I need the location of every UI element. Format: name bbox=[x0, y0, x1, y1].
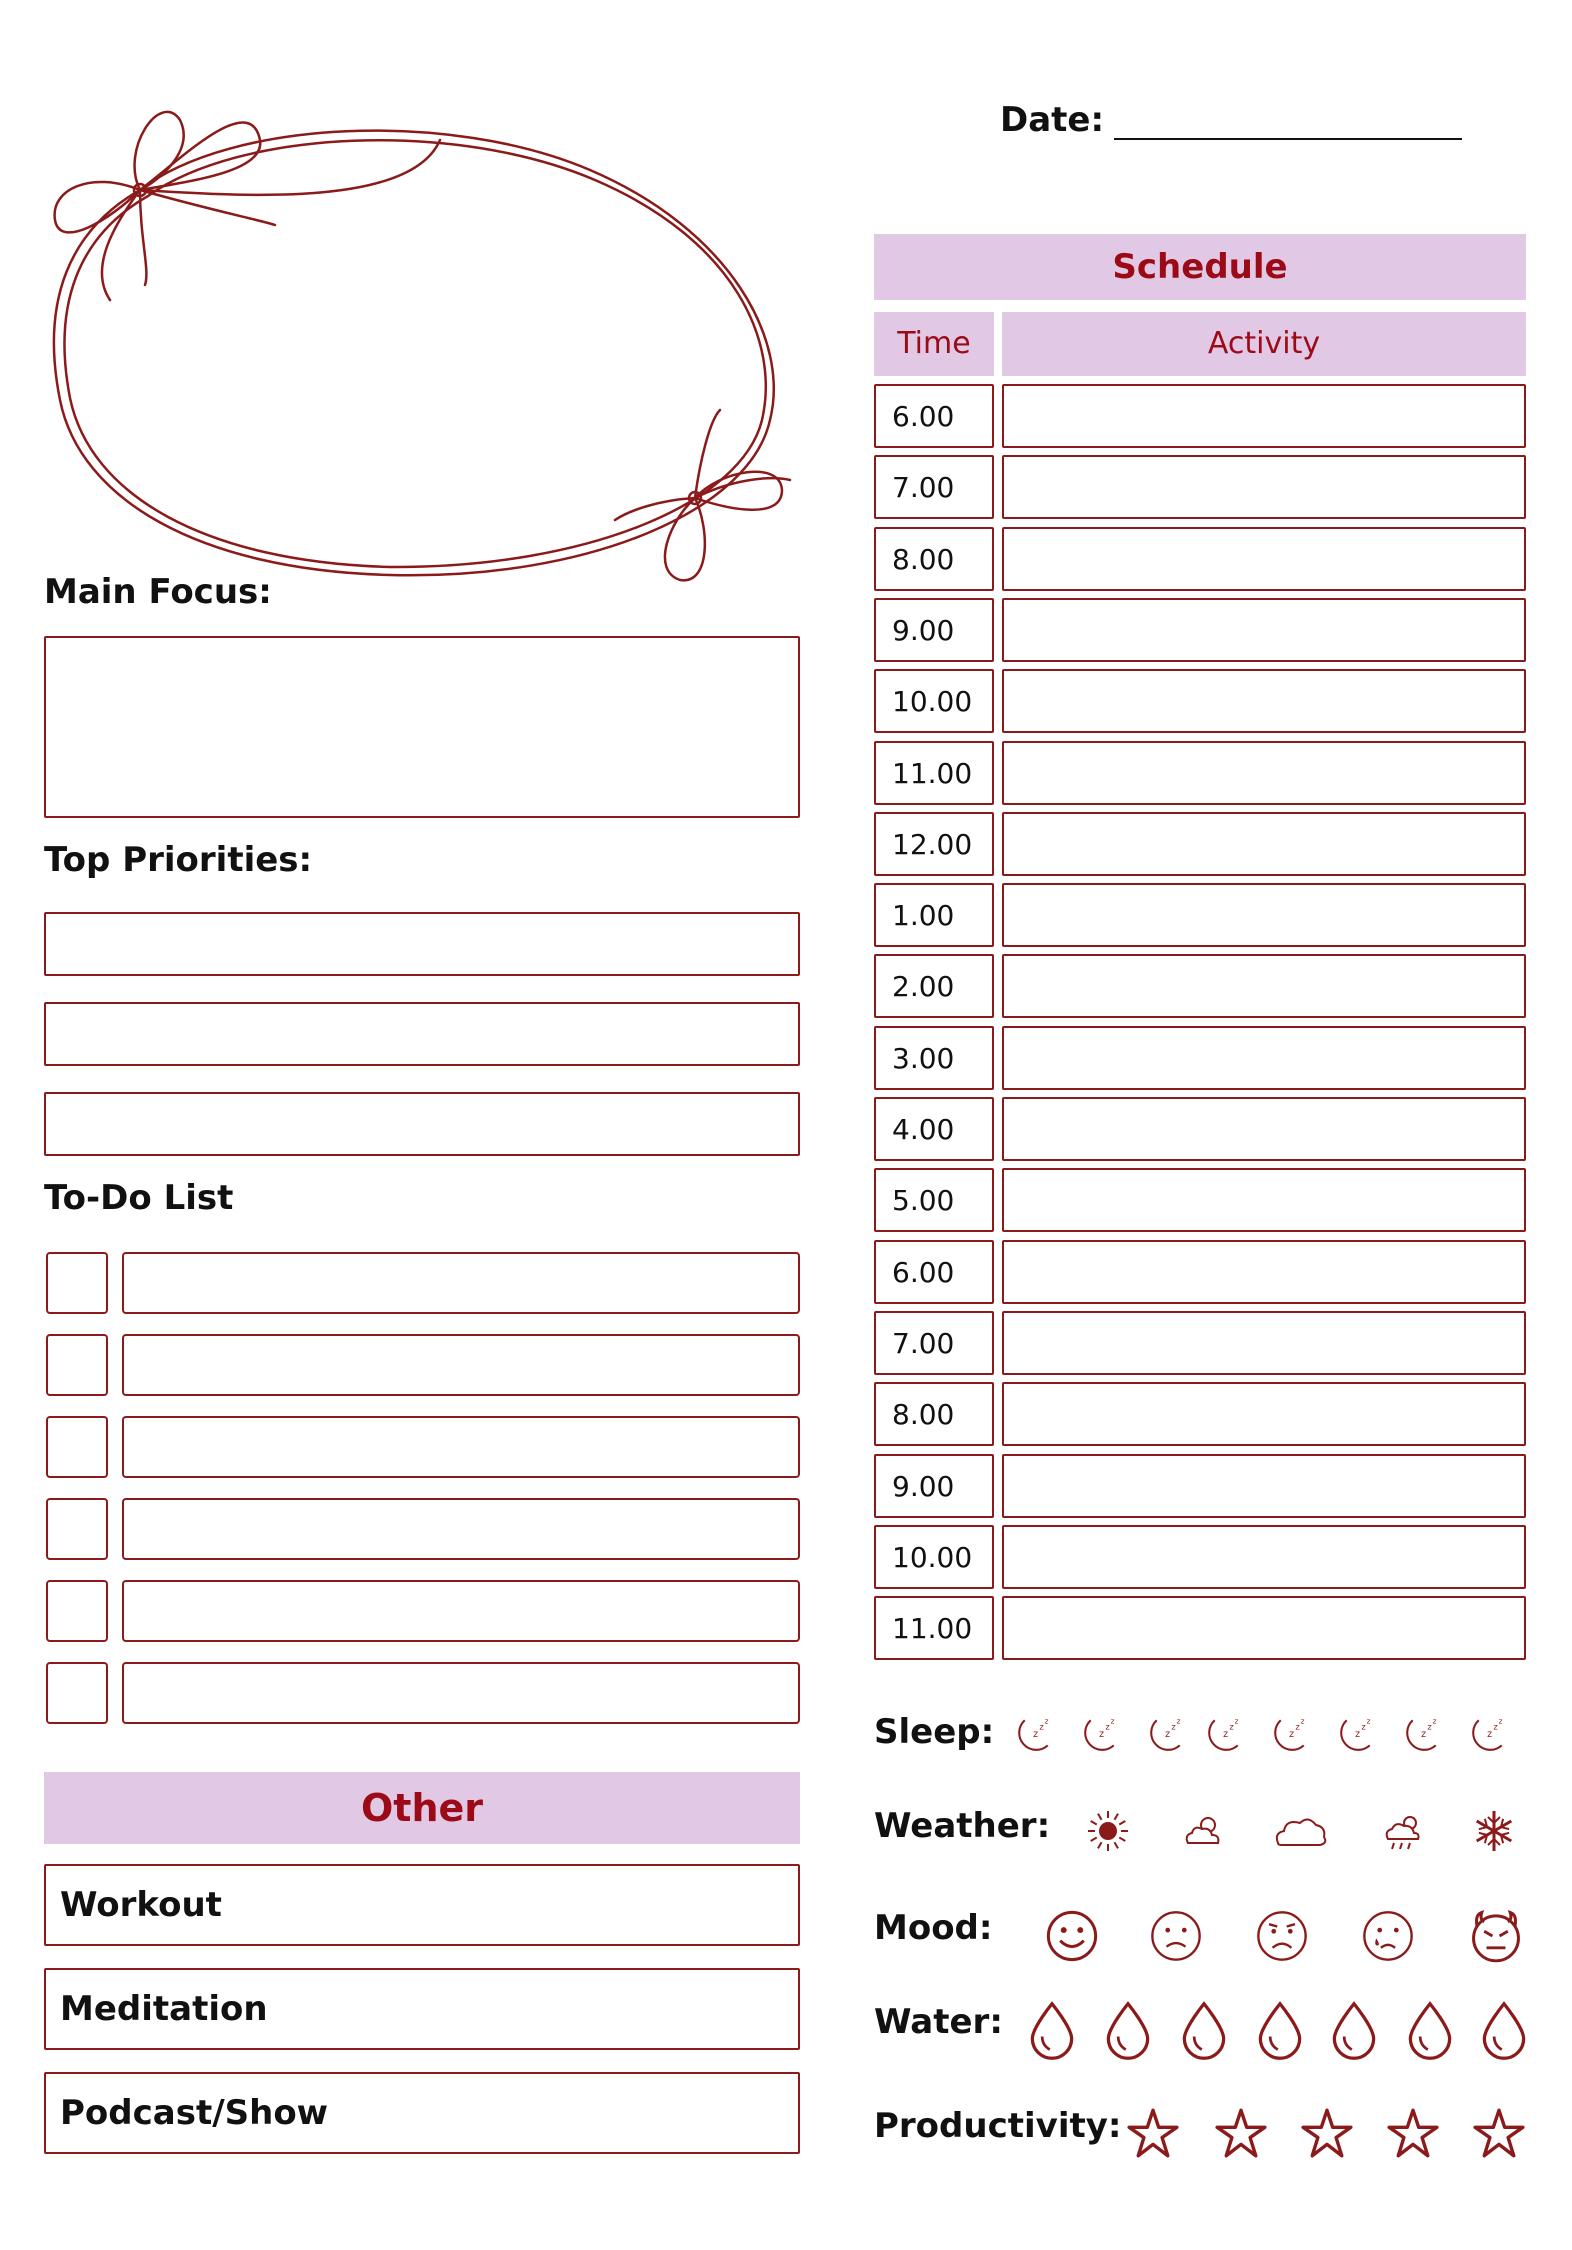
water-drop-icon[interactable] bbox=[1330, 2000, 1378, 2062]
moon-zzz-icon[interactable] bbox=[1330, 1714, 1376, 1760]
water-drop-icon[interactable] bbox=[1256, 2000, 1304, 2062]
top-priorities-label: Top Priorities: bbox=[44, 840, 313, 880]
other-item-meditation[interactable]: Meditation bbox=[44, 1968, 800, 2050]
crying-face-icon[interactable] bbox=[1362, 1910, 1414, 1962]
schedule-time-cell: 12.00 bbox=[874, 812, 994, 876]
star-icon[interactable] bbox=[1474, 2108, 1524, 2158]
frown-face-icon[interactable] bbox=[1256, 1910, 1308, 1962]
svg-text:z: z bbox=[1289, 1729, 1295, 1740]
schedule-activity-field[interactable] bbox=[1002, 384, 1526, 448]
todo-checkbox[interactable] bbox=[46, 1662, 108, 1724]
moon-zzz-icon[interactable] bbox=[1008, 1714, 1054, 1760]
schedule-activity-field[interactable] bbox=[1002, 1525, 1526, 1589]
star-icon[interactable] bbox=[1128, 2108, 1178, 2158]
priority-field-3[interactable] bbox=[44, 1092, 800, 1156]
svg-text:z: z bbox=[1105, 1721, 1110, 1732]
schedule-time-cell: 7.00 bbox=[874, 455, 994, 519]
cloud-icon[interactable] bbox=[1274, 1806, 1328, 1856]
svg-text:z: z bbox=[1110, 1716, 1115, 1726]
schedule-time-cell: 11.00 bbox=[874, 1596, 994, 1660]
svg-text:z: z bbox=[1044, 1716, 1049, 1726]
water-label: Water: bbox=[874, 2002, 1003, 2042]
svg-text:z: z bbox=[1099, 1729, 1105, 1740]
schedule-activity-field[interactable] bbox=[1002, 883, 1526, 947]
svg-text:z: z bbox=[1498, 1716, 1503, 1726]
todo-checkbox[interactable] bbox=[46, 1334, 108, 1396]
svg-text:z: z bbox=[1432, 1716, 1437, 1726]
rain-icon[interactable] bbox=[1380, 1806, 1434, 1856]
schedule-activity-field[interactable] bbox=[1002, 1454, 1526, 1518]
todo-checkbox[interactable] bbox=[46, 1580, 108, 1642]
schedule-time-cell: 3.00 bbox=[874, 1026, 994, 1090]
todo-field[interactable] bbox=[122, 1334, 800, 1396]
schedule-activity-field[interactable] bbox=[1002, 741, 1526, 805]
moon-zzz-icon[interactable] bbox=[1264, 1714, 1310, 1760]
schedule-time-cell: 2.00 bbox=[874, 954, 994, 1018]
water-drop-icon[interactable] bbox=[1406, 2000, 1454, 2062]
svg-text:z: z bbox=[1223, 1729, 1229, 1740]
other-item-podcast[interactable]: Podcast/Show bbox=[44, 2072, 800, 2154]
schedule-time-cell: 8.00 bbox=[874, 1382, 994, 1446]
schedule-activity-field[interactable] bbox=[1002, 812, 1526, 876]
todo-checkbox[interactable] bbox=[46, 1416, 108, 1478]
schedule-activity-field[interactable] bbox=[1002, 1168, 1526, 1232]
schedule-time-cell: 11.00 bbox=[874, 741, 994, 805]
schedule-time-cell: 8.00 bbox=[874, 527, 994, 591]
sad-face-icon[interactable] bbox=[1150, 1910, 1202, 1962]
main-focus-label: Main Focus: bbox=[44, 572, 272, 612]
productivity-label: Productivity: bbox=[874, 2106, 1122, 2146]
svg-text:z: z bbox=[1229, 1721, 1234, 1732]
todo-field[interactable] bbox=[122, 1662, 800, 1724]
schedule-activity-field[interactable] bbox=[1002, 1311, 1526, 1375]
date-line[interactable] bbox=[1114, 138, 1462, 140]
todo-field[interactable] bbox=[122, 1580, 800, 1642]
water-drop-icon[interactable] bbox=[1180, 2000, 1228, 2062]
date-label: Date: bbox=[1000, 100, 1105, 140]
svg-text:z: z bbox=[1361, 1721, 1366, 1732]
happy-face-icon[interactable] bbox=[1046, 1910, 1098, 1962]
svg-text:z: z bbox=[1366, 1716, 1371, 1726]
svg-text:z: z bbox=[1165, 1729, 1171, 1740]
schedule-activity-field[interactable] bbox=[1002, 669, 1526, 733]
water-drop-icon[interactable] bbox=[1480, 2000, 1528, 2062]
moon-zzz-icon[interactable] bbox=[1074, 1714, 1120, 1760]
schedule-time-cell: 9.00 bbox=[874, 1454, 994, 1518]
schedule-activity-field[interactable] bbox=[1002, 1382, 1526, 1446]
schedule-time-cell: 10.00 bbox=[874, 669, 994, 733]
weather-label: Weather: bbox=[874, 1806, 1051, 1846]
schedule-activity-field[interactable] bbox=[1002, 1596, 1526, 1660]
star-icon[interactable] bbox=[1388, 2108, 1438, 2158]
other-item-workout[interactable]: Workout bbox=[44, 1864, 800, 1946]
svg-text:z: z bbox=[1171, 1721, 1176, 1732]
schedule-activity-field[interactable] bbox=[1002, 527, 1526, 591]
mood-label: Mood: bbox=[874, 1908, 993, 1948]
svg-text:z: z bbox=[1421, 1729, 1427, 1740]
ribbon-frame-decoration bbox=[30, 80, 810, 600]
schedule-header: Schedule bbox=[874, 234, 1526, 300]
other-header: Other bbox=[44, 1772, 800, 1844]
svg-text:z: z bbox=[1234, 1716, 1239, 1726]
schedule-time-cell: 6.00 bbox=[874, 1240, 994, 1304]
todo-checkbox[interactable] bbox=[46, 1498, 108, 1560]
schedule-time-cell: 6.00 bbox=[874, 384, 994, 448]
svg-text:z: z bbox=[1300, 1716, 1305, 1726]
schedule-activity-field[interactable] bbox=[1002, 1240, 1526, 1304]
svg-text:z: z bbox=[1427, 1721, 1432, 1732]
moon-zzz-icon[interactable] bbox=[1140, 1714, 1186, 1760]
schedule-activity-field[interactable] bbox=[1002, 455, 1526, 519]
todo-field[interactable] bbox=[122, 1498, 800, 1560]
todo-field[interactable] bbox=[122, 1252, 800, 1314]
priority-field-1[interactable] bbox=[44, 912, 800, 976]
sleep-label: Sleep: bbox=[874, 1712, 995, 1752]
schedule-activity-field[interactable] bbox=[1002, 1026, 1526, 1090]
todo-checkbox[interactable] bbox=[46, 1252, 108, 1314]
svg-text:z: z bbox=[1355, 1729, 1361, 1740]
schedule-time-cell: 9.00 bbox=[874, 598, 994, 662]
todo-field[interactable] bbox=[122, 1416, 800, 1478]
snowflake-icon[interactable] bbox=[1472, 1806, 1526, 1856]
svg-text:z: z bbox=[1033, 1729, 1039, 1740]
schedule-activity-field[interactable] bbox=[1002, 1097, 1526, 1161]
svg-text:z: z bbox=[1295, 1721, 1300, 1732]
svg-text:z: z bbox=[1493, 1721, 1498, 1732]
star-icon[interactable] bbox=[1302, 2108, 1352, 2158]
star-icon[interactable] bbox=[1216, 2108, 1266, 2158]
schedule-time-cell: 10.00 bbox=[874, 1525, 994, 1589]
moon-zzz-icon[interactable] bbox=[1396, 1714, 1442, 1760]
moon-zzz-icon[interactable] bbox=[1462, 1714, 1508, 1760]
angry-devil-face-icon[interactable] bbox=[1470, 1910, 1522, 1962]
main-focus-box[interactable] bbox=[44, 636, 800, 818]
schedule-activity-field[interactable] bbox=[1002, 598, 1526, 662]
schedule-time-cell: 5.00 bbox=[874, 1168, 994, 1232]
water-drop-icon[interactable] bbox=[1104, 2000, 1152, 2062]
moon-zzz-icon[interactable] bbox=[1198, 1714, 1244, 1760]
svg-text:z: z bbox=[1487, 1729, 1493, 1740]
schedule-time-cell: 7.00 bbox=[874, 1311, 994, 1375]
schedule-activity-field[interactable] bbox=[1002, 954, 1526, 1018]
activity-column-header: Activity bbox=[1002, 312, 1526, 376]
partly-cloudy-icon[interactable] bbox=[1180, 1806, 1234, 1856]
schedule-time-cell: 4.00 bbox=[874, 1097, 994, 1161]
sun-icon[interactable] bbox=[1086, 1806, 1140, 1856]
schedule-time-cell: 1.00 bbox=[874, 883, 994, 947]
svg-text:z: z bbox=[1176, 1716, 1181, 1726]
svg-text:z: z bbox=[1039, 1721, 1044, 1732]
time-column-header: Time bbox=[874, 312, 994, 376]
water-drop-icon[interactable] bbox=[1028, 2000, 1076, 2062]
priority-field-2[interactable] bbox=[44, 1002, 800, 1066]
todo-label: To-Do List bbox=[44, 1178, 234, 1218]
